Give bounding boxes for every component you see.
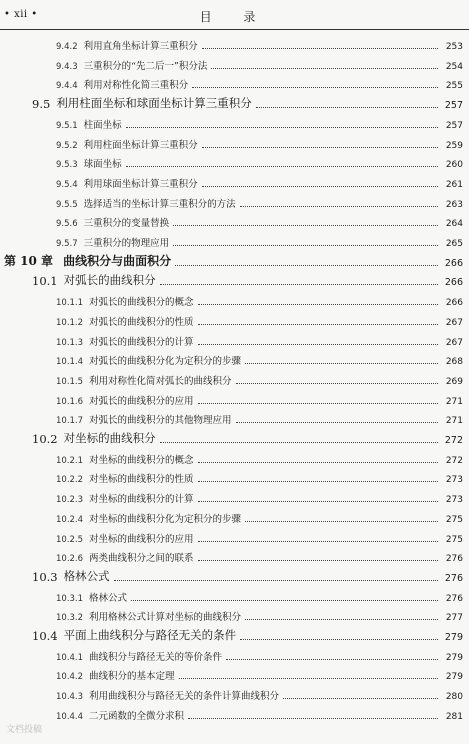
toc-entry-page: 279 [444,632,463,643]
toc-entry-page: 277 [445,613,463,624]
toc-entry-number: 10.3.2 [56,613,84,624]
toc-leader-dots [192,86,438,88]
toc-leader-dots [198,343,438,345]
toc-entry-number: 10.2.5 [56,534,84,545]
toc-entry-number: 10.1.4 [56,357,84,368]
toc-entry-page: 259 [445,140,463,151]
toc-entry-title: 对坐标的曲线积分的应用 [89,533,194,545]
toc-entry-page: 264 [445,219,463,230]
toc-entry-number: 10.2 [32,432,58,446]
toc-entry-page: 257 [445,120,463,131]
toc-entry-title: 平面上曲线积分与路径无关的条件 [63,628,237,642]
toc-entry-title: 利用格林公式计算对坐标的曲线积分 [89,612,242,624]
toc-entry-title: 格林公式 [89,592,128,604]
toc-entry[interactable] [0,288,469,308]
toc-leader-dots [198,500,438,502]
toc-leader-dots [245,362,438,364]
toc-entry-page: 266 [444,257,463,269]
toc-entry-number: 10.1.5 [56,376,84,387]
toc-leader-dots [114,579,438,581]
toc-leader-dots [236,382,438,384]
toc-entry[interactable] [0,623,469,643]
toc-entry-title: 利用对称性化简三重积分 [83,80,189,92]
toc-leader-dots [198,540,438,542]
toc-entry-title: 对坐标的曲线积分的计算 [89,494,194,506]
toc-entry-page: 271 [445,416,463,427]
toc-entry-title: 三重积分的“先二后一”积分法 [83,60,208,72]
toc-entry-page: 255 [445,81,463,92]
toc-entry-title: 曲线积分与曲面积分 [63,253,172,268]
toc-entry-page: 280 [445,692,463,703]
toc-entry-number: 10.4 [32,629,58,643]
toc-entry-page: 261 [445,179,463,190]
toc-entry-title: 球面坐标 [83,159,122,171]
toc-leader-dots [245,618,438,620]
toc-leader-dots [202,146,438,148]
toc-entry-page: 260 [445,160,463,171]
toc-entry-number: 9.5.6 [56,219,78,230]
watermark: 文档投稿 [6,725,43,735]
toc-entry-title: 选择适当的坐标计算三重积分的方法 [83,198,236,210]
toc-entry-page: 265 [445,239,463,249]
toc-entry-title: 格林公式 [63,568,110,583]
page-number: • xii • [4,9,38,20]
toc-entry[interactable] [0,52,469,72]
toc-entry-number: 10.1.6 [56,396,84,407]
toc-entry[interactable] [0,308,469,328]
toc-leader-dots [175,264,438,266]
toc-entry[interactable] [0,91,469,111]
toc-entry-number: 10.2.2 [56,475,84,486]
toc-entry-number: 10.3.1 [56,593,84,604]
toc-entry-number: 第 10 章 [4,253,54,268]
toc-entry-number: 9.5.7 [56,239,78,249]
toc-leader-dots [188,717,438,719]
toc-entry-title: 对弧长的曲线积分化为定积分的步骤 [89,356,242,368]
toc-entry-title: 对弧长的曲线积分的性质 [89,316,194,328]
toc-entry-title: 曲线积分与路径无关的等价条件 [89,651,223,663]
toc-entry-page: 281 [445,711,463,722]
toc-entry[interactable] [0,643,469,663]
toc-entry[interactable] [0,505,469,525]
toc-entry-number: 9.5.3 [56,160,78,171]
toc-entry-page: 263 [445,199,463,210]
toc-entry-page: 257 [444,100,463,112]
toc-leader-dots [173,224,438,226]
toc-entry-page: 276 [444,572,463,584]
toc-entry-title: 利用对称性化简对弧长的曲线积分 [89,375,232,387]
toc-entry-number: 10.4.3 [56,692,84,703]
header-rule [0,29,469,30]
toc-entry-title: 利用柱面坐标计算三重积分 [83,139,198,151]
toc-leader-dots [202,47,438,49]
toc-entry-number: 9.5.2 [56,140,78,151]
toc-leader-dots [131,599,438,601]
toc-entry-page: 275 [445,514,463,525]
toc-entry-title: 利用曲线积分与路径无关的条件计算曲线积分 [89,691,280,703]
toc-entry-page: 279 [445,652,463,663]
toc-entry-page: 276 [445,593,463,604]
toc-entry-number: 9.5.4 [56,179,78,190]
toc-leader-dots [160,441,438,443]
toc-leader-dots [179,677,438,679]
toc-entry-title: 对坐标的曲线积分化为定积分的步骤 [89,513,242,525]
page-header [0,0,469,30]
toc-entry[interactable] [0,367,469,387]
toc-entry[interactable] [0,603,469,623]
toc-entry-title: 对弧长的曲线积分 [63,273,156,288]
toc-entry[interactable] [0,229,469,249]
toc-entry-number: 9.4.2 [56,42,78,52]
toc-entry-number: 9.5 [32,97,51,112]
toc-entry[interactable] [0,564,469,584]
toc-entry-page: 266 [445,298,463,309]
toc-leader-dots [240,638,438,640]
toc-entry-page: 276 [445,554,463,565]
toc-entry[interactable] [0,406,469,426]
toc-entry-page: 273 [445,475,463,486]
toc-entry-title: 对弧长的曲线积分的应用 [89,395,194,407]
toc-entry-number: 10.4.1 [56,652,84,663]
toc-entry-title: 利用柱面坐标和球面坐标计算三重积分 [56,96,252,111]
toc-leader-dots [198,402,438,404]
toc-entry-number: 9.5.1 [56,120,78,131]
toc-entry-number: 9.4.3 [56,61,78,72]
toc-entry-number: 10.2.4 [56,514,84,525]
toc-entry[interactable] [0,347,469,367]
toc-entry[interactable] [0,702,469,722]
toc-entry-title: 三重积分的变量替换 [83,218,170,230]
toc-entry-page: 275 [445,534,463,545]
toc-leader-dots [256,106,438,108]
toc-leader-dots [226,658,438,660]
toc-leader-dots [198,480,438,482]
toc-entry[interactable] [0,446,469,466]
toc-entry-page: 271 [445,396,463,407]
toc-leader-dots [198,559,438,561]
toc-entry-number: 10.1.3 [56,337,84,348]
toc-entry[interactable] [0,544,469,564]
toc-entry-title: 两类曲线积分之间的联系 [89,553,194,565]
toc-leader-dots [202,185,438,187]
toc-entry-title: 对坐标的曲线积分的性质 [89,474,194,486]
toc-leader-dots [240,205,438,207]
toc-entry[interactable] [0,170,469,190]
toc-entry[interactable] [0,111,469,131]
toc-entry-number: 9.4.4 [56,81,78,92]
toc-entry-page: 269 [445,376,463,387]
toc-entry-page: 279 [445,672,463,683]
toc-leader-dots [198,303,438,305]
toc-entry-number: 10.4.4 [56,711,84,722]
toc-entry[interactable] [0,426,469,446]
toc-entry-number: 10.2.1 [56,455,84,466]
toc-entry[interactable] [0,584,469,604]
toc-entry-page: 272 [445,455,463,466]
toc-leader-dots [173,244,438,246]
toc-entry-title: 利用球面坐标计算三重积分 [83,178,198,190]
toc-entry-number: 10.3 [32,569,58,584]
toc-leader-dots [236,421,438,423]
toc-entry[interactable] [0,209,469,229]
toc-leader-dots [126,165,438,167]
toc-entry-page: 272 [444,435,463,446]
toc-leader-dots [160,283,438,285]
toc-entry[interactable] [0,387,469,407]
toc-entry-number: 10.2.3 [56,495,84,506]
toc-entry-number: 10.4.2 [56,672,84,683]
toc-entry-number: 10.1.7 [56,416,84,427]
toc-entry[interactable] [0,190,469,210]
toc-entry[interactable] [0,32,469,52]
toc-entry-page: 267 [445,337,463,348]
toc-entry[interactable] [0,150,469,170]
toc-entry-page: 268 [445,357,463,368]
toc-entry-title: 对弧长的曲线积分的其他物理应用 [89,415,232,427]
toc-entry[interactable] [0,525,469,545]
toc-entry[interactable] [0,328,469,348]
toc-entry-number: 10.1.1 [56,298,84,309]
toc-entry[interactable] [0,465,469,485]
toc-leader-dots [245,520,438,522]
toc-entry-title: 柱面坐标 [83,119,122,131]
toc-leader-dots [283,697,438,699]
toc-entry-title: 三重积分的物理应用 [83,238,170,249]
toc-entry-title: 对坐标的曲线积分 [63,431,156,445]
toc-entry[interactable] [0,71,469,91]
header-title: 目 录 [199,10,270,24]
toc-entry-page: 254 [445,61,463,72]
toc-leader-dots [126,126,438,128]
toc-entry-page: 273 [445,495,463,506]
toc-entry[interactable] [0,268,469,288]
toc-entry-title: 对坐标的曲线积分的概念 [89,454,194,466]
toc-entry[interactable] [0,662,469,682]
toc-entry[interactable] [0,682,469,702]
toc-entry-title: 二元函数的全微分求积 [89,710,185,722]
toc-entry-title: 对弧长的曲线积分的计算 [89,336,194,348]
toc-entry-page: 253 [445,42,463,52]
toc-leader-dots [198,323,438,325]
toc-entry[interactable] [0,131,469,151]
toc-entry-title: 曲线积分的基本定理 [89,671,175,683]
toc-entry-number: 10.1.2 [56,317,84,328]
toc-entry-number: 9.5.5 [56,199,78,210]
toc-entry-title: 对弧长的曲线积分的概念 [89,297,194,309]
toc-leader-dots [211,67,438,69]
toc-leader-dots [198,461,438,463]
toc-entry-page: 267 [445,317,463,328]
toc-entry-number: 10.1 [32,274,58,289]
toc-entry-page: 266 [444,277,463,289]
toc-entry[interactable] [0,249,469,269]
toc-entry-number: 10.2.6 [56,554,84,565]
toc-entry-title: 利用直角坐标计算三重积分 [83,41,198,52]
toc-entry[interactable] [0,485,469,505]
